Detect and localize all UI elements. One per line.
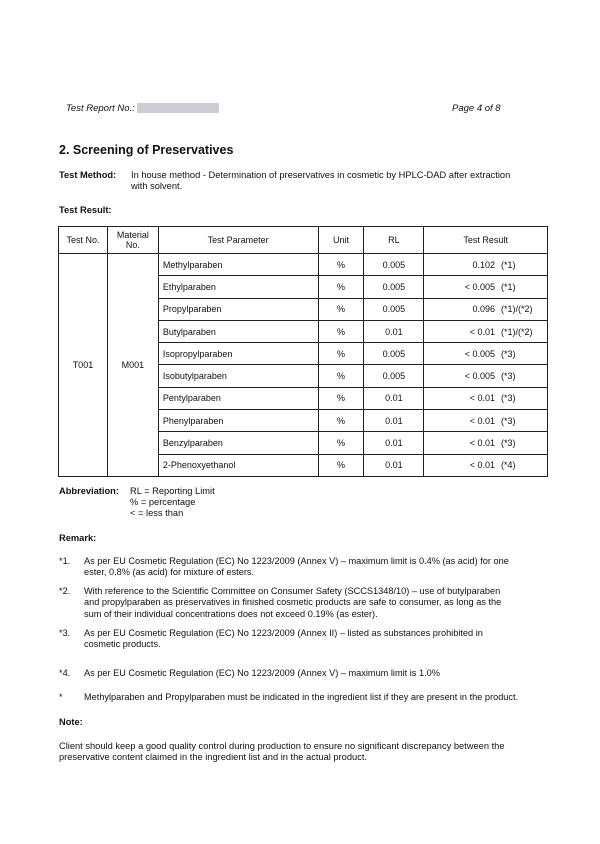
test-method-label: Test Method: (59, 170, 117, 180)
remark-line: Methylparaben and Propylparaben must be indicated in the ingredient list if they are present in the product. (84, 692, 519, 702)
result-note: (*1)/(*2) (501, 326, 533, 337)
remark-text (84, 556, 564, 579)
result-value: < 0.01 (469, 393, 495, 404)
abbreviation-rl: RL = Reporting Limit (130, 486, 215, 496)
header-material-no: Material No. (107, 227, 158, 254)
header-test-no: Test No. (59, 227, 108, 254)
cell-parameter: 2-Phenoxyethanol (158, 454, 318, 476)
remark-mark: *4. (59, 668, 71, 678)
result-value: < 0.01 (469, 438, 495, 449)
cell-result (424, 276, 548, 298)
remark-text (84, 668, 564, 679)
note-line-2: preservative content claimed in the ingredient list and in the actual product. (59, 752, 368, 762)
cell-unit: % (318, 254, 364, 276)
remark-text (84, 586, 564, 620)
cell-unit: % (318, 343, 364, 365)
result-value: < 0.01 (469, 415, 495, 426)
test-method-line-1: In house method - Determination of preservatives in cosmetic by HPLC-DAD after extraction (131, 170, 511, 180)
header-test-parameter: Test Parameter (158, 227, 318, 254)
cell-result (424, 432, 548, 454)
cell-result (424, 254, 548, 276)
cell-rl: 0.01 (364, 410, 424, 432)
result-note: (*3) (501, 393, 516, 404)
result-value: 0.102 (472, 259, 495, 270)
header-test-result: Test Result (424, 227, 548, 254)
cell-unit: % (318, 365, 364, 387)
table-row (59, 254, 548, 276)
cell-parameter: Pentylparaben (158, 387, 318, 409)
result-value: < 0.005 (464, 371, 495, 382)
remark-mark: *2. (59, 586, 71, 596)
remark-line: ester, 0.8% (as acid) for mixture of esters. (84, 567, 255, 578)
report-number-header (66, 103, 219, 114)
cell-rl: 0.01 (364, 432, 424, 454)
cell-parameter: Phenylparaben (158, 410, 318, 432)
results-table (58, 226, 548, 477)
abbreviation-percent: % = percentage (130, 497, 196, 507)
redacted-report-number (137, 103, 219, 113)
table-header-row (59, 227, 548, 254)
result-note: (*3) (501, 348, 516, 359)
result-note: (*1)/(*2) (501, 304, 533, 315)
header-rl: RL (364, 227, 424, 254)
cell-result (424, 298, 548, 320)
remark-line: As per EU Cosmetic Regulation (EC) No 1223/2009 (Annex V) – maximum limit is 0.4% (as acid) for one (84, 556, 509, 566)
note-text (59, 741, 564, 763)
remark-line: cosmetic products. (84, 639, 161, 650)
remark-mark: *3. (59, 628, 71, 638)
test-method-text (131, 170, 510, 192)
abbreviation-less-than: < = less than (130, 508, 184, 518)
cell-parameter: Isopropylparaben (158, 343, 318, 365)
cell-parameter: Benzylparaben (158, 432, 318, 454)
cell-rl: 0.01 (364, 320, 424, 342)
result-note: (*3) (501, 415, 516, 426)
remark-text (84, 692, 564, 703)
remark-text (84, 628, 564, 651)
remark-label: Remark: (59, 533, 97, 543)
cell-result (424, 454, 548, 476)
cell-parameter: Methylparaben (158, 254, 318, 276)
remark-mark: *1. (59, 556, 71, 566)
cell-unit: % (318, 298, 364, 320)
result-note: (*1) (501, 281, 516, 292)
result-note: (*3) (501, 371, 516, 382)
report-number-label: Test Report No.: (66, 103, 135, 114)
remark-mark: * (59, 692, 63, 702)
cell-rl: 0.01 (364, 454, 424, 476)
cell-test-no: T001 (59, 254, 108, 477)
remark-list (59, 556, 564, 716)
test-result-label: Test Result: (59, 205, 112, 215)
remark-line: As per EU Cosmetic Regulation (EC) No 1223/2009 (Annex II) – listed as substances prohibited in (84, 628, 483, 638)
cell-parameter: Ethylparaben (158, 276, 318, 298)
section-title: 2. Screening of Preservatives (59, 143, 234, 157)
note-label: Note: (59, 717, 83, 727)
cell-rl: 0.01 (364, 387, 424, 409)
remark-line: As per EU Cosmetic Regulation (EC) No 1223/2009 (Annex V) – maximum limit is 1.0% (84, 668, 440, 678)
note-line-1: Client should keep a good quality control during production to ensure no significant discrepancy between the (59, 741, 505, 751)
result-note: (*4) (501, 460, 516, 471)
result-note: (*3) (501, 438, 516, 449)
cell-unit: % (318, 410, 364, 432)
cell-parameter: Propylparaben (158, 298, 318, 320)
result-value: 0.096 (472, 304, 495, 315)
cell-result (424, 343, 548, 365)
cell-unit: % (318, 276, 364, 298)
result-note: (*1) (501, 259, 516, 270)
cell-unit: % (318, 387, 364, 409)
result-value: < 0.01 (469, 460, 495, 471)
cell-rl: 0.005 (364, 298, 424, 320)
remark-line: sum of their individual concentrations does not exceed 0.19% (as ester). (84, 608, 378, 619)
result-value: < 0.005 (464, 281, 495, 292)
cell-rl: 0.005 (364, 365, 424, 387)
cell-parameter: Isobutylparaben (158, 365, 318, 387)
remark-line: and propylparaben as preservatives in finished cosmetic products are safe to consumer, as long as the (84, 597, 502, 608)
test-method-line-2: with solvent. (131, 181, 183, 191)
remark-line: With reference to the Scientific Committee on Consumer Safety (SCCS1348/10) – use of butylparaben (84, 586, 501, 596)
cell-material-no: M001 (107, 254, 158, 477)
cell-unit: % (318, 320, 364, 342)
page-number: Page 4 of 8 (452, 103, 501, 114)
cell-result (424, 320, 548, 342)
cell-rl: 0.005 (364, 343, 424, 365)
cell-result (424, 387, 548, 409)
cell-rl: 0.005 (364, 276, 424, 298)
abbreviation-label: Abbreviation: (59, 486, 119, 496)
header-unit: Unit (318, 227, 364, 254)
result-value: < 0.01 (469, 326, 495, 337)
cell-rl: 0.005 (364, 254, 424, 276)
cell-parameter: Butylparaben (158, 320, 318, 342)
cell-result (424, 365, 548, 387)
table-body (59, 254, 548, 477)
cell-result (424, 410, 548, 432)
cell-unit: % (318, 432, 364, 454)
abbreviation-list (130, 486, 215, 519)
cell-unit: % (318, 454, 364, 476)
result-value: < 0.005 (464, 348, 495, 359)
